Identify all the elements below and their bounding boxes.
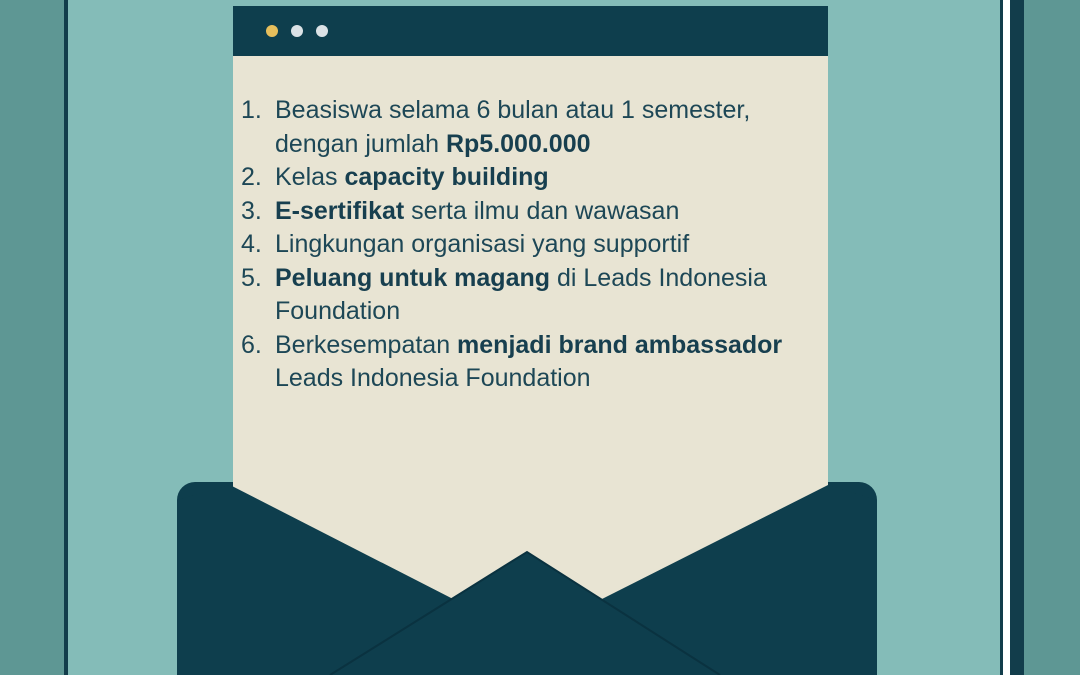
benefit-item — [241, 228, 841, 262]
bold-text: Peluang untuk magang — [275, 263, 551, 292]
benefit-item — [241, 262, 841, 329]
item-number: 6. — [241, 330, 262, 359]
yellow-dot-icon — [266, 25, 278, 37]
line — [275, 96, 750, 124]
bold-text: capacity building — [344, 163, 549, 191]
bold-text: Rp5.000.000 — [445, 129, 591, 158]
text: Beasiswa selama 6 bulan atau 1 semester, — [275, 96, 751, 124]
letter-paper — [233, 6, 828, 606]
text: serta ilmu dan wawasan — [404, 196, 680, 225]
text: Berkesempatan — [275, 330, 458, 359]
text: dengan jumlah — [275, 129, 446, 158]
item-number: 5. — [241, 263, 262, 292]
benefit-item — [241, 94, 841, 161]
background-left — [0, 0, 66, 675]
benefit-item — [241, 195, 841, 229]
item-number: 1. — [241, 96, 262, 124]
white-dot-icon — [291, 25, 303, 37]
text: Kelas — [275, 163, 345, 191]
benefits-list — [241, 94, 841, 396]
bold-text: menjadi brand ambassador — [457, 330, 783, 359]
item-number: 4. — [241, 230, 262, 258]
frame-white-strip — [1003, 0, 1010, 675]
text: Lingkungan organisasi yang supportif — [275, 230, 690, 258]
window-title-bar — [233, 6, 828, 56]
line — [275, 130, 591, 158]
text: Leads Indonesia Foundation — [275, 364, 591, 392]
benefit-item — [241, 161, 841, 195]
item-number: 3. — [241, 196, 262, 225]
text: Foundation — [275, 297, 401, 325]
bold-text: E-sertifikat — [275, 196, 405, 225]
background-right — [1024, 0, 1080, 675]
item-number: 2. — [241, 163, 262, 191]
white-dot-icon — [316, 25, 328, 37]
benefit-item — [241, 329, 841, 396]
frame-border-right-outer — [1010, 0, 1024, 675]
text: di Leads Indonesia — [550, 263, 767, 292]
